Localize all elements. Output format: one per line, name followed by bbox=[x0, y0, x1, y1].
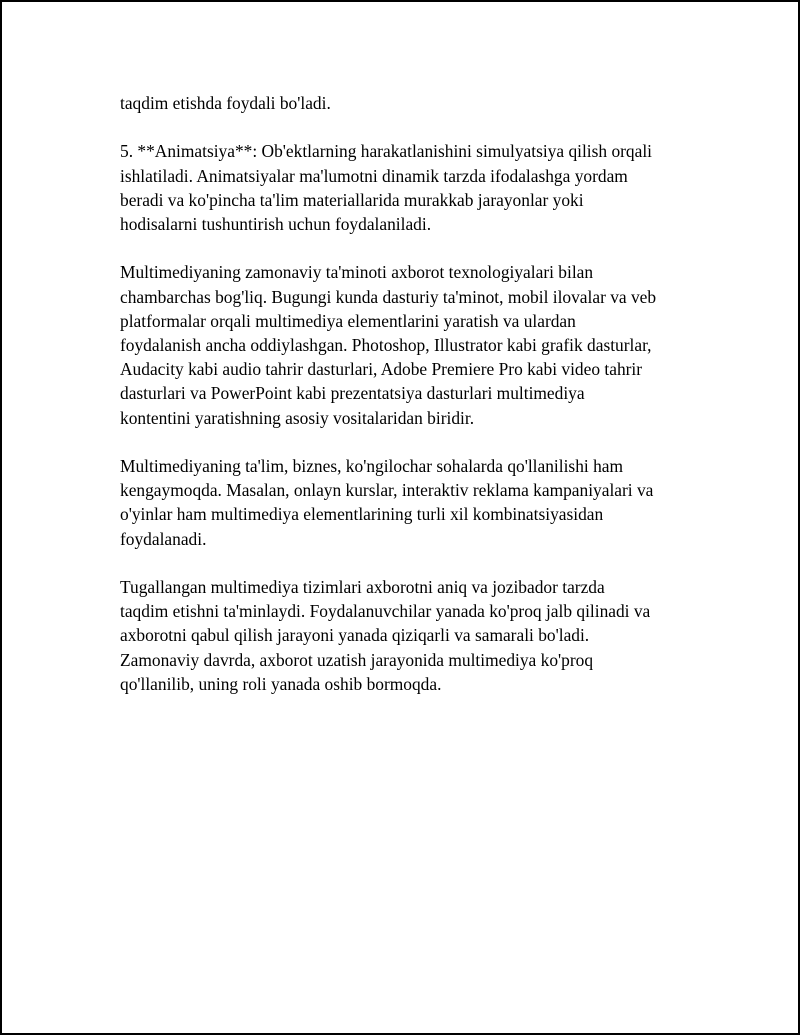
paragraph-animatsiya: 5. **Animatsiya**: Ob'ektlarning harakatlanishini simulyatsiya qilish orqali ishlatiladi. Animatsiyalar ma'lumotni dinamik tarzda ifodalashga yordam beradi va ko'pincha ta'lim materiallarida murakkab jarayonlar yoki hodisalarni tushuntirish uchun foydalaniladi. bbox=[120, 141, 653, 234]
paragraph-conclusion: Tugallangan multimediya tizimlari axborotni aniq va jozibador tarzda taqdim etishni ta'minlaydi. Foydalanuvchilar yanada ko'proq jalb qilinadi va axborotni qabul qilish jarayoni yanada qiziqarli va samarali bo'ladi. Zamonaviy davrda, axborot uzatish jarayonida multimediya ko'proq qo'llanilib, uning roli yanada oshib bormoqda. bbox=[120, 577, 651, 694]
paragraph-applications: Multimediyaning ta'lim, biznes, ko'ngilochar sohalarda qo'llanilishi ham kengaymoqda. Masalan, onlayn kurslar, interaktiv reklama kampaniyalari va o'yinlar ham multimediya elementlarining turli xil kombinatsiyasidan foydalanadi. bbox=[120, 456, 654, 549]
paragraph-continuation: taqdim etishda foydali bo'ladi. bbox=[120, 93, 331, 113]
paragraph-modern-support: Multimediyaning zamonaviy ta'minoti axborot texnologiyalari bilan chambarchas bog'liq. Bugungi kunda dasturiy ta'minot, mobil ilovalar va veb platformalar orqali multimediya elementlarini yaratish va ulardan foydalanish ancha oddiylashgan. Photoshop, Illustrator kabi grafik dasturlar, Audacity kabi audio tahrir dasturlari, Adobe Premiere Pro kabi video tahrir dasturlari va PowerPoint kabi prezentatsiya dasturlari multimediya kontentini yaratishning asosiy vositalaridan biridir. bbox=[120, 262, 657, 428]
document-body bbox=[120, 91, 720, 720]
